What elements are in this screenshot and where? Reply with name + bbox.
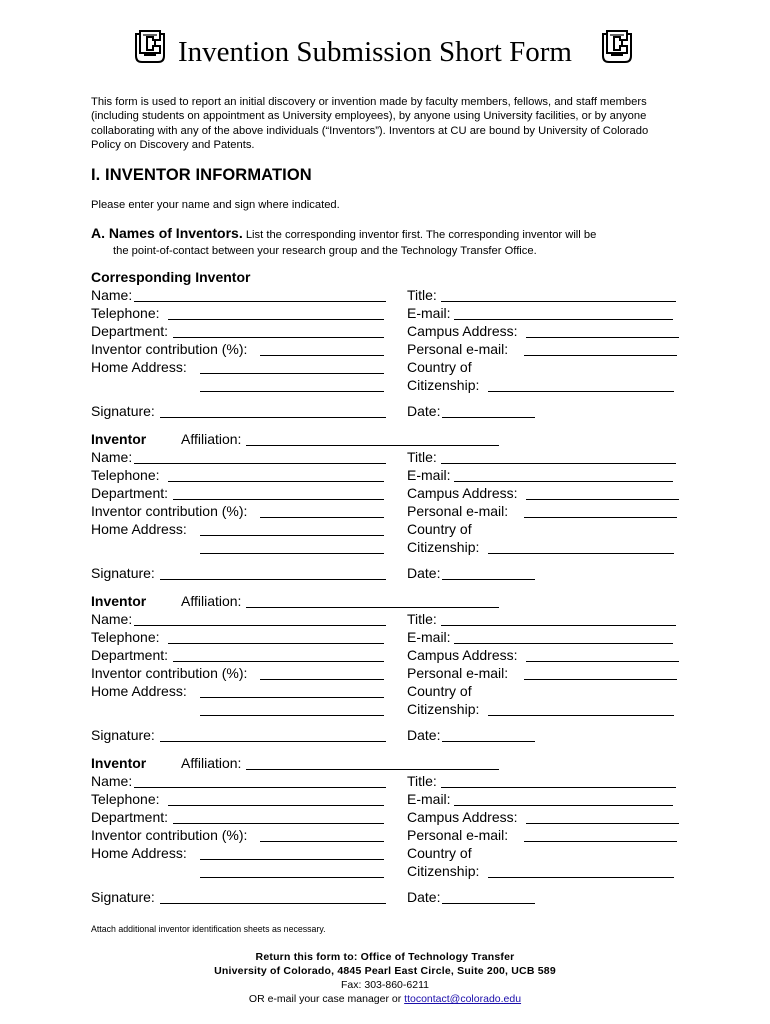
contribution-field[interactable] [260, 664, 384, 680]
form-row [91, 340, 691, 358]
title-field[interactable] [441, 610, 676, 626]
name-field[interactable] [134, 610, 386, 626]
date-label: Date: [407, 889, 441, 905]
form-row [91, 808, 691, 826]
citizenship-label: Citizenship: [407, 377, 480, 393]
department-field[interactable] [173, 322, 384, 338]
form-row [91, 682, 691, 700]
cu-logo-icon [600, 28, 634, 66]
campus-address-field[interactable] [526, 808, 679, 824]
campus-address-field[interactable] [526, 646, 679, 662]
part-a-text-2: the point-of-contact between your research group and the Technology Transfer Office. [113, 245, 537, 257]
signature-label: Signature: [91, 403, 155, 419]
name-label: Name: [91, 287, 133, 303]
home-address-field[interactable] [200, 520, 384, 536]
email-line-prefix: OR e-mail your case manager or [248, 993, 405, 1005]
form-row [91, 888, 691, 906]
contribution-label: Inventor contribution (%): [91, 665, 248, 681]
part-a-text: List the corresponding inventor first. The corresponding inventor will be [245, 229, 597, 241]
email-line [0, 992, 770, 1006]
signature-field[interactable] [160, 402, 386, 418]
form-row [91, 466, 691, 484]
home-address-label: Home Address: [91, 359, 187, 375]
attach-note: Attach additional inventor identification sheets as necessary. [91, 924, 326, 934]
inventor-heading: Inventor [91, 593, 147, 609]
campus-address-label: Campus Address: [407, 485, 518, 501]
page-title: Invention Submission Short Form [178, 36, 572, 68]
footer [0, 950, 770, 1006]
name-label: Name: [91, 611, 133, 627]
signature-label: Signature: [91, 889, 155, 905]
home-address-field-2[interactable] [200, 538, 384, 554]
telephone-label: Telephone: [91, 305, 160, 321]
form-row [91, 862, 691, 880]
date-label: Date: [407, 565, 441, 581]
date-field[interactable] [442, 564, 535, 580]
citizenship-label: Citizenship: [407, 539, 480, 555]
date-label: Date: [407, 403, 441, 419]
telephone-field[interactable] [168, 466, 384, 482]
affiliation-field[interactable] [246, 754, 499, 770]
campus-address-field[interactable] [526, 484, 679, 500]
campus-address-field[interactable] [526, 322, 679, 338]
affiliation-label: Affiliation: [181, 593, 242, 609]
contribution-label: Inventor contribution (%): [91, 503, 248, 519]
email-label: E-mail: [407, 791, 451, 807]
form-row [91, 790, 691, 808]
name-label: Name: [91, 773, 133, 789]
form-row [91, 304, 691, 322]
contribution-label: Inventor contribution (%): [91, 341, 248, 357]
email-field[interactable] [454, 790, 673, 806]
citizenship-field[interactable] [488, 862, 674, 878]
email-field[interactable] [454, 466, 673, 482]
signature-field[interactable] [160, 564, 386, 580]
inventor-heading: Inventor [91, 755, 147, 771]
department-field[interactable] [173, 808, 384, 824]
affiliation-field[interactable] [246, 430, 499, 446]
intro-paragraph: This form is used to report an initial discovery or invention made by faculty members, fellows, and staff members (including students on appointment as University employees), by anyone using University facilities, or by anyone collaborating with any of the above individuals (“Inventors”). Inventors at CU are bound by University of Colorado Policy on Discovery and Patents. [91, 96, 649, 151]
signature-field[interactable] [160, 888, 386, 904]
personal-email-label: Personal e-mail: [407, 503, 509, 519]
telephone-label: Telephone: [91, 467, 160, 483]
form-row [91, 484, 691, 502]
telephone-field[interactable] [168, 790, 384, 806]
title-label: Title: [407, 449, 437, 465]
department-field[interactable] [173, 646, 384, 662]
part-a-instructions [91, 225, 691, 259]
form-row [91, 826, 691, 844]
title-field[interactable] [441, 448, 676, 464]
title-label: Title: [407, 611, 437, 627]
form-row [91, 448, 691, 466]
personal-email-field[interactable] [524, 340, 677, 356]
contribution-field[interactable] [260, 340, 384, 356]
department-label: Department: [91, 485, 169, 501]
email-label: E-mail: [407, 629, 451, 645]
form-row [91, 286, 691, 304]
country-of-label: Country of [407, 359, 472, 375]
form-row [91, 402, 691, 420]
telephone-label: Telephone: [91, 629, 160, 645]
signature-label: Signature: [91, 565, 155, 581]
home-address-field-2[interactable] [200, 862, 384, 878]
campus-address-label: Campus Address: [407, 647, 518, 663]
contribution-label: Inventor contribution (%): [91, 827, 248, 843]
name-field[interactable] [134, 448, 386, 464]
title-field[interactable] [441, 286, 676, 302]
email-label: E-mail: [407, 305, 451, 321]
personal-email-label: Personal e-mail: [407, 341, 509, 357]
citizenship-label: Citizenship: [407, 701, 480, 717]
form-row [91, 844, 691, 862]
name-label: Name: [91, 449, 133, 465]
contribution-field[interactable] [260, 826, 384, 842]
citizenship-label: Citizenship: [407, 863, 480, 879]
date-field[interactable] [442, 402, 535, 418]
form-row [91, 726, 691, 744]
return-line: Return this form to: Office of Technology Transfer [255, 951, 515, 963]
form-row [91, 376, 691, 394]
email-field[interactable] [454, 304, 673, 320]
address-line: University of Colorado, 4845 Pearl East Circle, Suite 200, UCB 589 [214, 965, 556, 977]
header [0, 28, 770, 78]
country-of-label: Country of [407, 521, 472, 537]
date-label: Date: [407, 727, 441, 743]
inventor-heading: Inventor [91, 431, 147, 447]
form-row [91, 502, 691, 520]
section-heading: I. INVENTOR INFORMATION [91, 166, 312, 184]
home-address-field[interactable] [200, 682, 384, 698]
date-field[interactable] [442, 726, 535, 742]
corresponding-inventor-heading: Corresponding Inventor [91, 269, 251, 285]
form-row [91, 430, 691, 448]
personal-email-label: Personal e-mail: [407, 827, 509, 843]
form-row [91, 772, 691, 790]
signature-field[interactable] [160, 726, 386, 742]
form-row [91, 322, 691, 340]
title-label: Title: [407, 773, 437, 789]
department-field[interactable] [173, 484, 384, 500]
department-label: Department: [91, 323, 169, 339]
tto-email-link[interactable]: ttocontact@colorado.edu [404, 993, 522, 1005]
personal-email-label: Personal e-mail: [407, 665, 509, 681]
home-address-field-2[interactable] [200, 700, 384, 716]
department-label: Department: [91, 809, 169, 825]
fax-line: Fax: 303-860-6211 [341, 979, 429, 991]
telephone-label: Telephone: [91, 791, 160, 807]
citizenship-field[interactable] [488, 376, 674, 392]
personal-email-field[interactable] [524, 502, 677, 518]
affiliation-field[interactable] [246, 592, 499, 608]
contribution-field[interactable] [260, 502, 384, 518]
country-of-label: Country of [407, 845, 472, 861]
form-row [91, 664, 691, 682]
campus-address-label: Campus Address: [407, 323, 518, 339]
form-row [91, 538, 691, 556]
home-address-field[interactable] [200, 844, 384, 860]
citizenship-field[interactable] [488, 538, 674, 554]
home-address-label: Home Address: [91, 845, 187, 861]
form-row [91, 754, 691, 772]
home-address-field-2[interactable] [200, 376, 384, 392]
title-field[interactable] [441, 772, 676, 788]
email-field[interactable] [454, 628, 673, 644]
signature-label: Signature: [91, 727, 155, 743]
form-row [91, 592, 691, 610]
country-of-label: Country of [407, 683, 472, 699]
campus-address-label: Campus Address: [407, 809, 518, 825]
name-field[interactable] [134, 286, 386, 302]
home-address-label: Home Address: [91, 683, 187, 699]
section-instructions: Please enter your name and sign where indicated. [91, 199, 340, 211]
form-row [91, 610, 691, 628]
form-row [91, 646, 691, 664]
telephone-field[interactable] [168, 304, 384, 320]
home-address-label: Home Address: [91, 521, 187, 537]
form-row [91, 268, 691, 286]
form-row [91, 700, 691, 718]
home-address-field[interactable] [200, 358, 384, 374]
form-row [91, 628, 691, 646]
part-a-heading: A. Names of Inventors. [91, 225, 243, 241]
title-label: Title: [407, 287, 437, 303]
telephone-field[interactable] [168, 628, 384, 644]
email-label: E-mail: [407, 467, 451, 483]
form-row [91, 564, 691, 582]
form-row [91, 520, 691, 538]
affiliation-label: Affiliation: [181, 431, 242, 447]
cu-logo-icon [133, 28, 167, 66]
department-label: Department: [91, 647, 169, 663]
affiliation-label: Affiliation: [181, 755, 242, 771]
citizenship-field[interactable] [488, 700, 674, 716]
personal-email-field[interactable] [524, 664, 677, 680]
personal-email-field[interactable] [524, 826, 677, 842]
form-row [91, 358, 691, 376]
name-field[interactable] [134, 772, 386, 788]
date-field[interactable] [442, 888, 535, 904]
